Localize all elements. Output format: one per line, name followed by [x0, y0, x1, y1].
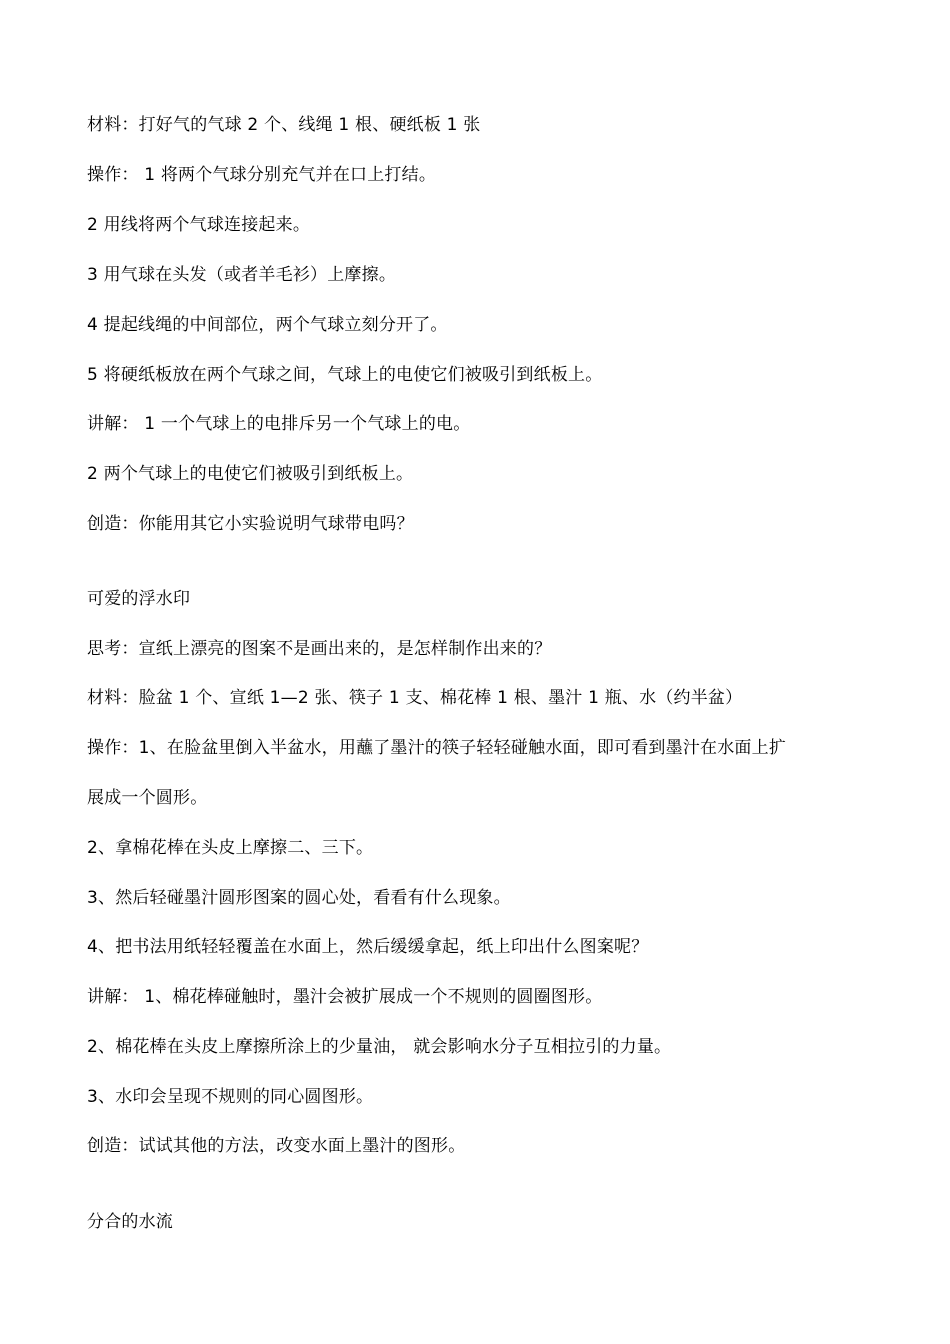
operation-step-5: 5 将硬纸板放在两个气球之间，气球上的电使它们被吸引到纸板上。 [87, 365, 603, 385]
section-title-floating-ink: 可爱的浮水印 [87, 589, 191, 609]
operation-step-1: 操作：1、在脸盆里倒入半盆水，用蘸了墨汁的筷子轻轻碰触水面，即可看到墨汁在水面上扩 [87, 738, 787, 758]
explanation-step-1: 讲解： 1 一个气球上的电排斥另一个气球上的电。 [87, 414, 471, 434]
explanation-step-2: 2 两个气球上的电使它们被吸引到纸板上。 [87, 464, 414, 484]
operation-step-1: 操作： 1 将两个气球分别充气并在口上打结。 [87, 165, 437, 185]
materials-line: 材料：脸盆 1 个、宣纸 1—2 张、筷子 1 支、棉花棒 1 根、墨汁 1 瓶、水（约半盆） [87, 688, 743, 708]
creation-line: 创造：你能用其它小实验说明气球带电吗？ [87, 514, 414, 534]
operation-step-3: 3、然后轻碰墨汁圆形图案的圆心处，看看有什么现象。 [87, 888, 511, 908]
operation-step-1-continued: 展成一个圆形。 [87, 788, 208, 808]
explanation-step-2: 2、棉花棒在头皮上摩擦所涂上的少量油， 就会影响水分子互相拉引的力量。 [87, 1037, 672, 1057]
operation-step-4: 4 提起线绳的中间部位，两个气球立刻分开了。 [87, 315, 448, 335]
thinking-line: 思考：宣纸上漂亮的图案不是画出来的，是怎样制作出来的？ [87, 639, 552, 659]
operation-step-2: 2、拿棉花棒在头皮上摩擦二、三下。 [87, 838, 374, 858]
section-title-water-flow: 分合的水流 [87, 1212, 173, 1232]
operation-step-2: 2 用线将两个气球连接起来。 [87, 215, 311, 235]
explanation-step-3: 3、水印会呈现不规则的同心圆图形。 [87, 1087, 374, 1107]
explanation-step-1: 讲解： 1、棉花棒碰触时，墨汁会被扩展成一个不规则的圆圈图形。 [87, 987, 603, 1007]
operation-step-3: 3 用气球在头发（或者羊毛衫）上摩擦。 [87, 265, 397, 285]
operation-step-4: 4、把书法用纸轻轻覆盖在水面上，然后缓缓拿起，纸上印出什么图案呢？ [87, 937, 649, 957]
creation-line: 创造：试试其他的方法，改变水面上墨汁的图形。 [87, 1136, 466, 1156]
materials-line: 材料：打好气的气球 2 个、线绳 1 根、硬纸板 1 张 [87, 115, 481, 135]
